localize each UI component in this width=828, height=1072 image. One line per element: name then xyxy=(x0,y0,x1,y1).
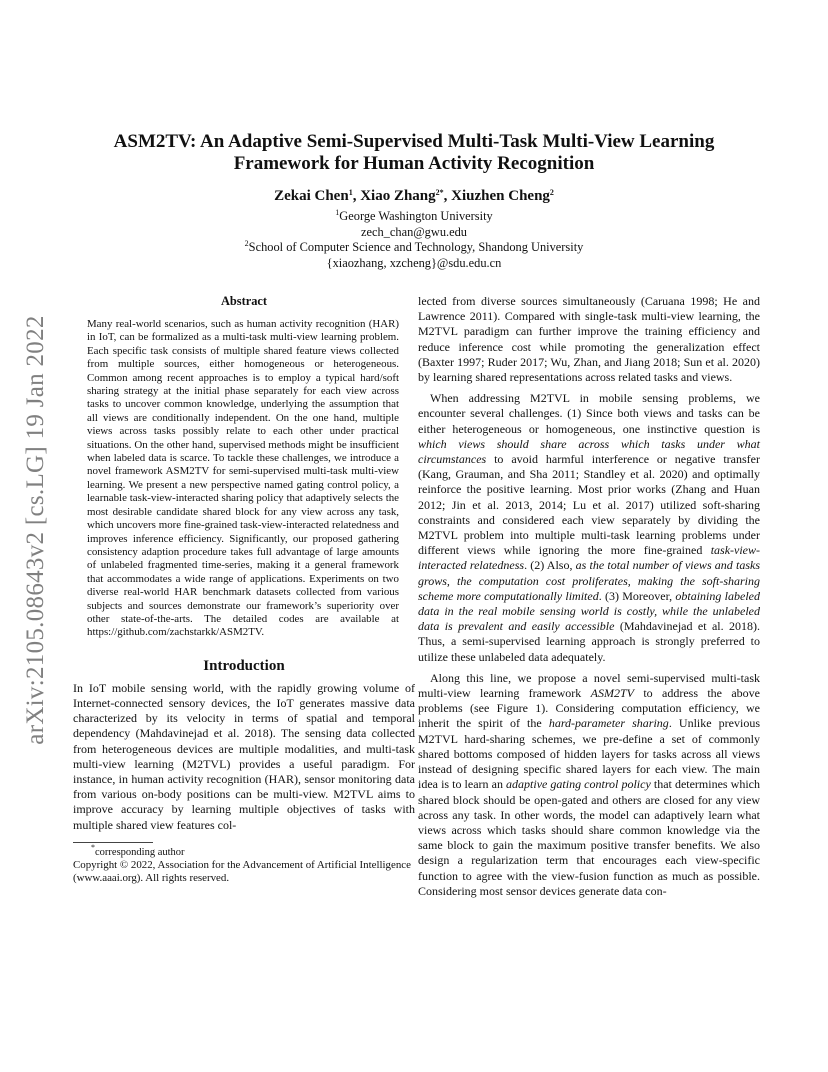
arxiv-identifier: arXiv:2105.08643v2 [cs.LG] 19 Jan 2022 xyxy=(22,315,49,745)
author-affiliation-mark: 1 xyxy=(348,188,353,197)
body-text: When addressing M2TVL in mobile sensing problems, we encounter several challenges. (1) Since both views and tasks can be either heterogeneous or homogeneous, one instinctive question is xyxy=(418,391,760,436)
paper-title xyxy=(60,131,768,175)
emphasized-text: ASM2TV xyxy=(590,686,634,701)
body-text: to avoid harmful interference or negative transfer (Kang, Grauman, and Sha 2011; Standley et al. 2020) and optimally reinforce the positive learning. Most prior works (Zhang and Huan 2012; Jin et al. 2013, 2014; Lu et al. 2017) utilized soft-sharing constraints and considered each view separately by dividing the M2TVL problem into multiple multi-task learning problems under different views while ignoring the more fine-grained xyxy=(418,452,760,558)
copyright-notice: Copyright © 2022, Association for the Advancement of Artificial Intelligence (www.aaai.org). All rights reserved. xyxy=(73,858,411,884)
footnote-text: corresponding author xyxy=(95,846,185,858)
body-text: Along this line, we propose a novel semi-supervised multi-task multi-view learning framework xyxy=(418,670,760,701)
emphasized-text: as the total number of views and tasks grows, the computation cost proliferates, making the soft-sharing scheme more computationally limited xyxy=(418,558,760,603)
body-text: . (2) Also, xyxy=(524,558,576,573)
affiliation-text: George Washington University xyxy=(339,209,493,223)
affiliation-mark: 1 xyxy=(335,208,340,217)
footnote-corresponding-author xyxy=(73,842,415,859)
affiliation-email: zech_chan@gwu.edu xyxy=(360,224,468,239)
emphasized-text: hard-parameter sharing xyxy=(548,716,669,731)
body-text: (Mahdavinejad et al. 2018). Thus, a semi-supervised learning approach is strongly preferred to utilize these unlabeled data adequately. xyxy=(418,619,760,664)
author-affiliation-mark: 2 xyxy=(549,188,554,197)
body-paragraph xyxy=(418,671,760,899)
emphasized-text: which views should share across which tasks under what circumstances xyxy=(418,436,760,467)
paper-title-line-1: ASM2TV: An Adaptive Semi-Supervised Multi-Task Multi-View Learning xyxy=(113,131,715,152)
body-paragraph xyxy=(418,391,760,665)
author-name: Xiuzhen Cheng xyxy=(451,188,550,204)
author-name: Xiao Zhang xyxy=(360,188,436,204)
affiliation-block xyxy=(60,209,768,271)
footnote-mark: * xyxy=(91,842,95,852)
affiliation-mark: 2 xyxy=(244,239,249,248)
arxiv-sidebar-stamp xyxy=(14,290,58,770)
abstract-heading: Abstract xyxy=(220,294,268,308)
author-name: Zekai Chen xyxy=(274,188,349,204)
intro-paragraph: In IoT mobile sensing world, with the rapidly growing volume of Internet-connected sensory devices, the IoT generates massive data characterized by its velocity in terms of spatial and temporal dependency (Mahdavinejad et al. 2018). The sensing data collected from heterogeneous devices are multiple modalities, and multi-task multi-view learning (M2TVL) provides a useful paradigm. For instance, in human activity recognition (HAR), sensor monitoring data from various on-body positions can be multi-view. M2TVL aims to improve accuracy by learning multiple objectives of tasks with multiple shared view features col- xyxy=(73,680,415,832)
author-list: Zekai Chen$^1$, Xiao Zhang$^{2*}$, Xiuzhen Cheng$^2$ xyxy=(274,188,554,204)
body-text: . Unlike previous M2TVL hard-sharing schemes, we pre-define a set of commonly shared bottoms composed of hidden layers for tasks across all views instead of designing specific shared layers for each view. The main idea is to learn an xyxy=(418,716,760,792)
affiliation-line xyxy=(60,240,768,256)
introduction-heading: Introduction xyxy=(203,657,285,674)
body-text: . (3) Moreover, xyxy=(598,588,676,603)
left-column xyxy=(73,294,415,885)
emphasized-text: obtaining labeled data in the real mobile sensing world is costly, while the unlabeled data is prevalent and easily accessible xyxy=(418,588,760,634)
abstract-text: Many real-world scenarios, such as human activity recognition (HAR) in IoT, can be formalized as a multi-task multi-view learning problem. Each specific task consists of multiple shared feature views collected from multiple sources, either homogeneous or heterogeneous. Common among recent approaches is to employ a typical hard/soft sharing strategy at the initial phase separately for each view across tasks to uncover common knowledge, underlying the assumption that all views are conditionally independent. On the one hand, multiple views across tasks possibly relate to each other under practical situations. On the other hand, supervised methods might be insufficient when labeled data is scarce. To tackle these challenges, we introduce a novel framework ASM2TV for semi-supervised multi-task multi-view learning. We present a new perspective named gating control policy, a learnable task-view-interacted sharing policy that adaptively selects the most desirable candidate shared block for any view across any task, which uncovers more fine-grained task-view-interacted relatedness and improves inference efficiency. Significantly, our proposed gathering consistency adaption procedure takes full advantage of large amounts of unlabeled fragmented time-series, making it a general framework that accommodates a wide range of applications. Experiments on two diverse real-world HAR benchmark datasets collected from various subjects and sources demonstrate our framework’s superiority over other state-of-the-arts. The detailed codes are available at https://github.com/zachstarkk/ASM2TV. xyxy=(87,318,399,639)
body-text: that determines which shared block should be open-gated and others are closed for any view across any task. In other words, the model can adaptively learn what views across which tasks should share common knowledge via the same block to gain the maximum positive transfer benefits. We also design a regularization term that encourages each view-specific function to agree with the view-fusion function as much as possible. Considering most sensor devices generate data con- xyxy=(418,777,760,898)
body-paragraph: lected from diverse sources simultaneously (Caruana 1998; He and Lawrence 2011). Compared with single-task multi-view learning, the M2TVL paradigm can further improve the training efficiency and reduce inference cost while promoting the generalization effect (Baxter 1997; Ruder 2017; Wu, Zhan, and Jiang 2018; Sun et al. 2020) by learning shared representations across related tasks and views. xyxy=(418,294,760,385)
paper-title-line-2: Framework for Human Activity Recognition xyxy=(233,153,595,174)
emphasized-text: task-view-interacted relatedness xyxy=(418,543,760,573)
affiliation-email: {xiaozhang, xzcheng}@sdu.edu.cn xyxy=(326,255,502,270)
footnote-rule xyxy=(73,842,153,843)
affiliation-text: School of Computer Science and Technology, Shandong University xyxy=(248,240,584,254)
body-text: to address the above problems (see Figure 1). Considering computation efficiency, we inherit the spirit of the xyxy=(418,686,760,731)
emphasized-text: adaptive gating control policy xyxy=(506,777,651,792)
affiliation-line xyxy=(60,209,768,225)
author-affiliation-mark: 2* xyxy=(435,188,444,197)
right-column xyxy=(418,294,760,899)
